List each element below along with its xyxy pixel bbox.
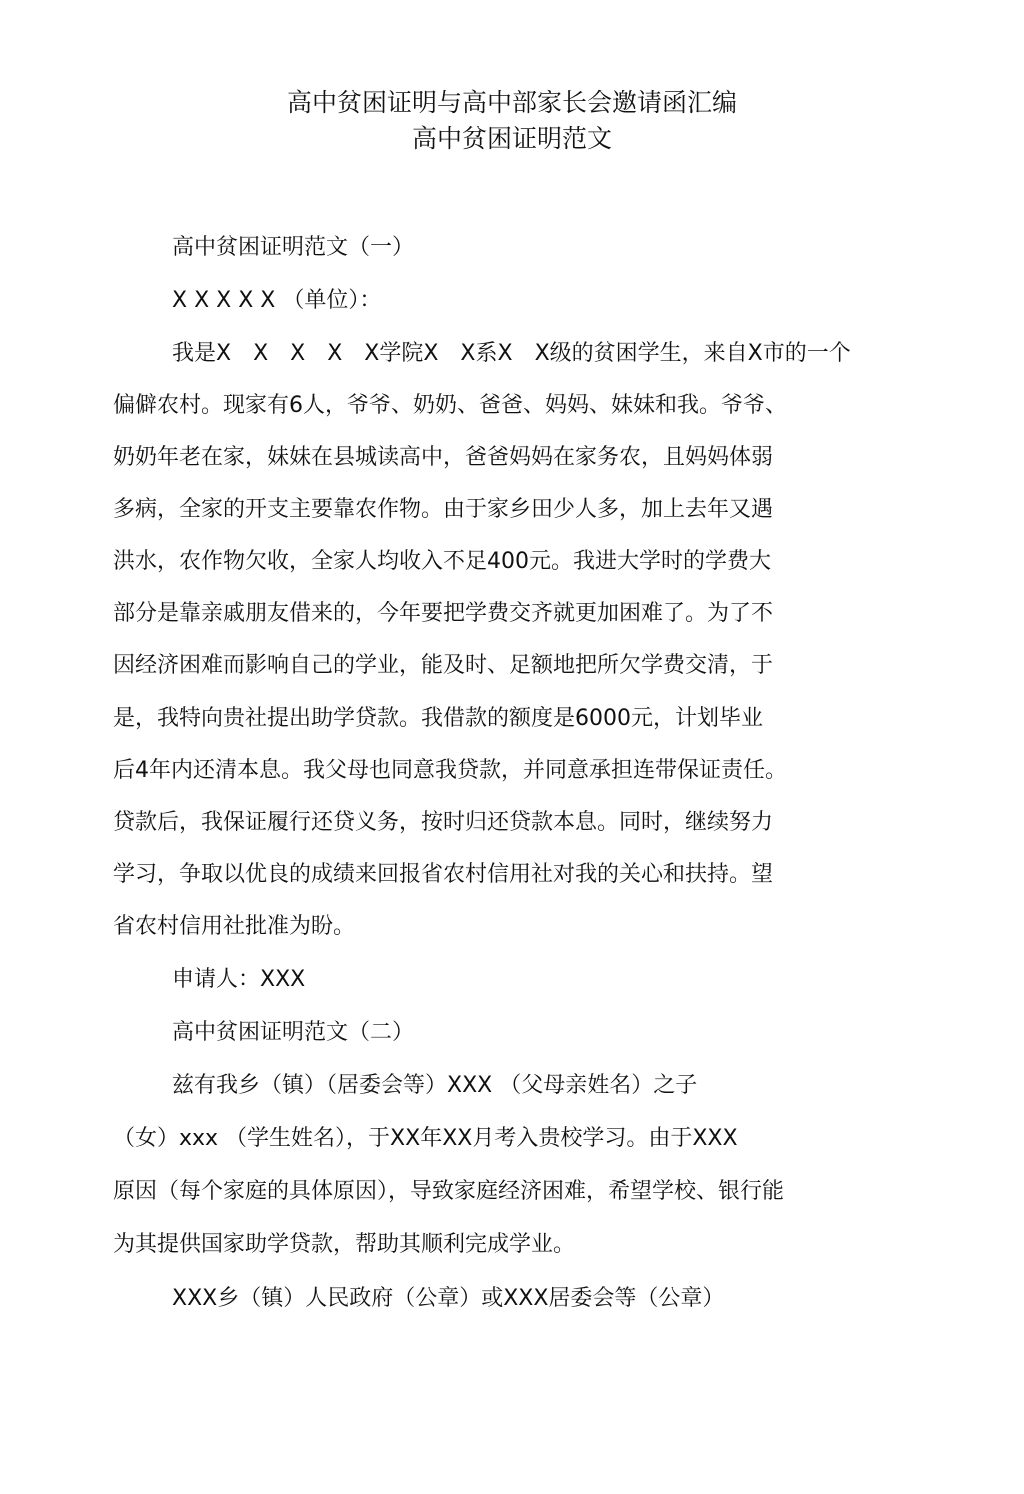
body-line: 原因（每个家庭的具体原因），导致家庭经济困难，希望学校、银行能: [113, 1179, 785, 1204]
document-title: 高中贫困证明与高中部家长会邀请函汇编: [286, 88, 737, 117]
body-line: 我是X X X X X学院X X系X X级的贫困学生，来自X市的一个: [172, 341, 851, 366]
body-line: 因经济困难而影响自己的学业，能及时、足额地把所欠学费交清，于: [113, 653, 774, 678]
applicant-signature: 申请人：XXX: [172, 967, 306, 992]
body-line: 省农村信用社批准为盼。: [113, 914, 356, 939]
seal-line: XXX乡（镇）人民政府（公章）或XXX居委会等（公章）: [172, 1286, 725, 1311]
body-line: 奶奶年老在家，妹妹在县城读高中，爸爸妈妈在家务农，且妈妈体弱: [113, 445, 774, 470]
body-line: 部分是靠亲戚朋友借来的，今年要把学费交齐就更加困难了。为了不: [113, 601, 774, 626]
body-line: 是，我特向贵社提出助学贷款。我借款的额度是6000元，计划毕业: [113, 706, 763, 731]
body-line: 兹有我乡（镇）（居委会等）XXX （父母亲姓名）之子: [172, 1073, 698, 1098]
document-subtitle: 高中贫困证明范文: [411, 124, 612, 153]
section-heading-1: 高中贫困证明范文（一）: [172, 235, 415, 260]
body-line: 洪水，农作物欠收，全家人均收入不足400元。我进大学时的学费大: [113, 549, 771, 574]
section-heading-2: 高中贫困证明范文（二）: [172, 1020, 415, 1045]
body-line: 贷款后，我保证履行还贷义务，按时归还贷款本息。同时，继续努力: [113, 810, 774, 835]
body-line: 学习，争取以优良的成绩来回报省农村信用社对我的关心和扶持。望: [113, 862, 774, 887]
addressee-line: X X X X X （单位）：: [172, 288, 382, 313]
body-line: （女）xxx （学生姓名），于XX年XX月考入贵校学习。由于XXX: [113, 1126, 738, 1151]
body-line: 偏僻农村。现家有6人，爷爷、奶奶、爸爸、妈妈、妹妹和我。爷爷、: [113, 393, 787, 418]
body-line: 后4年内还清本息。我父母也同意我贷款，并同意承担连带保证责任。: [113, 758, 787, 783]
body-line: 为其提供国家助学贷款，帮助其顺利完成学业。: [113, 1232, 576, 1257]
body-line: 多病，全家的开支主要靠农作物。由于家乡田少人多，加上去年又遇: [113, 497, 774, 522]
